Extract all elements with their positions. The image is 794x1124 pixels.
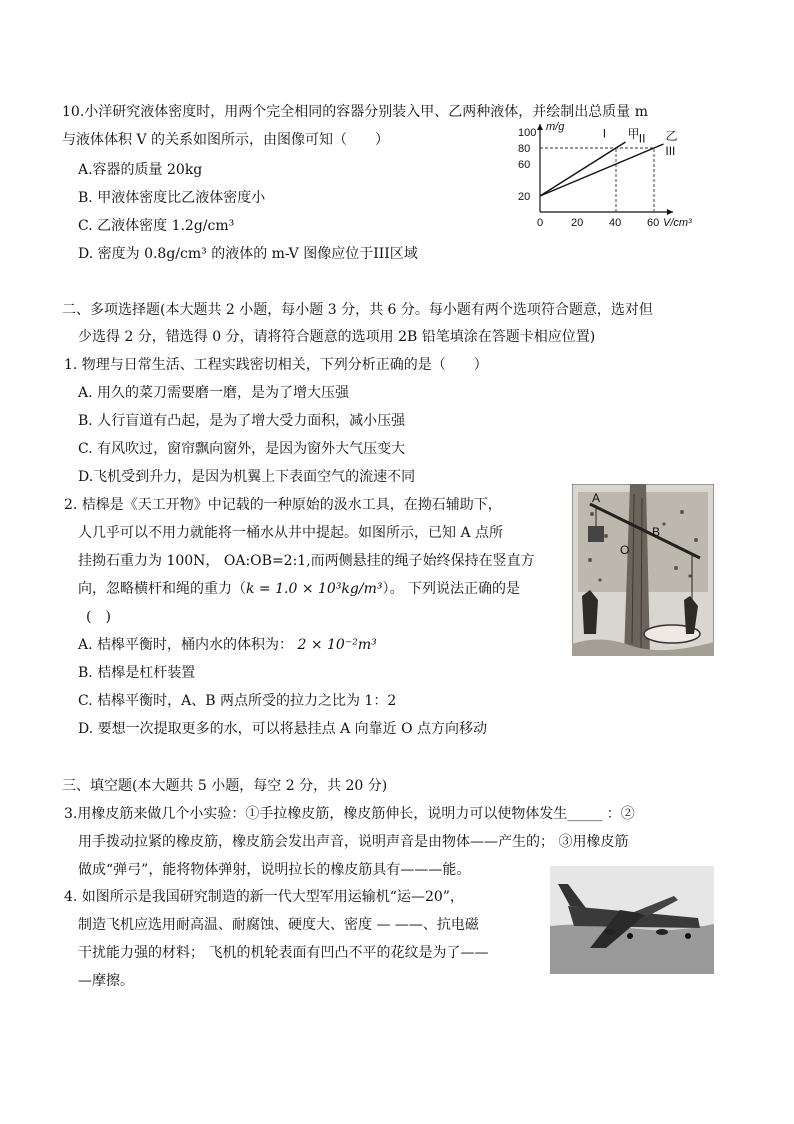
y20-aircraft-photo — [550, 866, 714, 974]
q2-stem-line4-end: ）。 下列说法正确的是 — [382, 581, 520, 597]
jiegao-label-b: B — [652, 525, 661, 539]
q1-option-b: B. 人行盲道有凸起，是为了增大受力面积，减小压强 — [78, 413, 406, 429]
q1-option-c: C. 有风吹过，窗帘飘向窗外，是因为窗外大气压变大 — [78, 441, 406, 457]
q10-option-a: A.容器的质量 20kg — [78, 162, 203, 178]
jiegao-label-o: O — [620, 543, 630, 557]
q3-line2: 用手拨动拉紧的橡皮筋，橡皮筋会发出声音，说明声音是由物体——产生的； ③用橡皮筋 — [78, 834, 629, 850]
q4-line2: 制造飞机应选用耐高温、耐腐蚀、硬度大、密度 — ——、抗电磁 — [78, 917, 479, 933]
q2-answer-bracket: ( ) — [86, 609, 111, 625]
series-label-1: 乙 — [665, 129, 678, 143]
q4-line4: —摩擦。 — [78, 973, 134, 989]
q10-option-b: B. 甲液体密度比乙液体密度小 — [78, 190, 266, 206]
q1-stem: 1. 物理与日常生活、工程实践密切相关，下列分析正确的是（ ） — [64, 357, 488, 373]
x-tick-1: 20 — [571, 217, 584, 229]
y-axis-label: m/g — [546, 121, 565, 133]
q10-stem-line2: 与液体体积 V 的关系如图所示，由图像可知（ ） — [62, 132, 390, 148]
q4-line3: 干扰能力强的材料； 飞机的机轮表面有凹凸不平的花纹是为了—— — [78, 945, 489, 961]
x-tick-2: 40 — [609, 217, 622, 229]
section2-header-line1: 二、多项选择题(本大题共 2 小题，每小题 3 分，共 6 分。每小题有两个选项符合题意，选对但 — [62, 302, 653, 318]
y-tick-1: 60 — [518, 159, 531, 171]
q2-option-d: D. 要想一次提取更多的水，可以将悬挂点 A 向靠近 O 点方向移动 — [78, 721, 488, 737]
x-axis-arrow — [667, 209, 673, 215]
series-line-1 — [540, 144, 664, 196]
q2-stem-line4 — [78, 579, 520, 599]
region-label-0: I — [602, 126, 607, 141]
q3-line3: 做成“弹弓”，能将物体弹射，说明拉长的橡皮筋具有———能。 — [78, 862, 471, 878]
q2-option-c: C. 桔槔平衡时，A、B 两点所受的拉力之比为 1：2 — [78, 693, 397, 709]
y-axis-arrow — [537, 124, 543, 130]
y-tick-3: 100 — [518, 127, 537, 139]
region-label-1: II — [638, 131, 646, 146]
series-line-0 — [540, 142, 626, 196]
section3-header: 三、填空题(本大题共 5 小题，每空 2 分，共 20 分) — [62, 778, 388, 794]
section2-header-line2: 少选得 2 分，错选得 0 分，请将符合题意的选项用 2B 铅笔填涂在答题卡相应位置) — [78, 329, 596, 345]
q2-stem-line4-start: 向，忽略横杆和绳的重力（ — [78, 581, 246, 597]
x-tick-0: 0 — [537, 217, 544, 229]
q10-stem-line1: 10.小洋研究液体密度时，用两个完全相同的容器分别装入甲、乙两种液体，并绘制出总质量 m — [62, 104, 648, 120]
jiegao-illustration — [572, 484, 714, 656]
q10-option-d: D. 密度为 0.8g/cm³ 的液体的 m-V 图像应位于III区域 — [78, 246, 418, 262]
q4-line1: 4. 如图所示是我国研究制造的新一代大型军用运输机“运—20”， — [64, 889, 464, 905]
series-label-0: 甲 — [627, 127, 640, 141]
q2-stem-line2: 人几乎可以不用力就能将一桶水从井中提起。如图所示，已知 A 点所 — [78, 525, 504, 541]
x-axis-label: V/cm³ — [663, 217, 692, 229]
q2-option-b: B. 桔槔是杠杆装置 — [78, 665, 196, 681]
q1-option-a: A. 用久的菜刀需要磨一磨，是为了增大压强 — [78, 385, 350, 401]
jiegao-label-a: A — [592, 491, 601, 505]
q3-line1: 3.用橡皮筋来做几个小实验：①手拉橡皮筋，橡皮筋伸长，说明力可以使物体发生_____ ：② — [64, 806, 635, 822]
q2-stem-line3: 挂拗石重力为 100N， OA:OB=2:1,而两侧悬挂的绳子始终保持在竖直方 — [78, 553, 535, 569]
q1-option-d: D.飞机受到升力，是因为机翼上下表面空气的流速不同 — [78, 469, 416, 485]
y-tick-2: 80 — [518, 143, 531, 155]
y-tick-0: 20 — [518, 191, 531, 203]
q2-option-a-formula: 2 × 10⁻²m³ — [297, 637, 377, 653]
q2-formula-k: k = 1.0 × 10³kg/m³ — [246, 581, 383, 597]
q2-stem-line1: 2. 桔槔是《天工开物》中记载的一种原始的汲水工具，在拗石辅助下， — [64, 497, 502, 513]
mass-volume-chart — [498, 112, 708, 252]
x-tick-3: 60 — [647, 217, 660, 229]
q2-option-a — [78, 635, 377, 655]
q2-option-a-text: A. 桔槔平衡时，桶内水的体积为： — [78, 637, 294, 653]
q10-option-c: C. 乙液体密度 1.2g/cm³ — [78, 218, 235, 234]
region-label-2: III — [665, 144, 676, 159]
